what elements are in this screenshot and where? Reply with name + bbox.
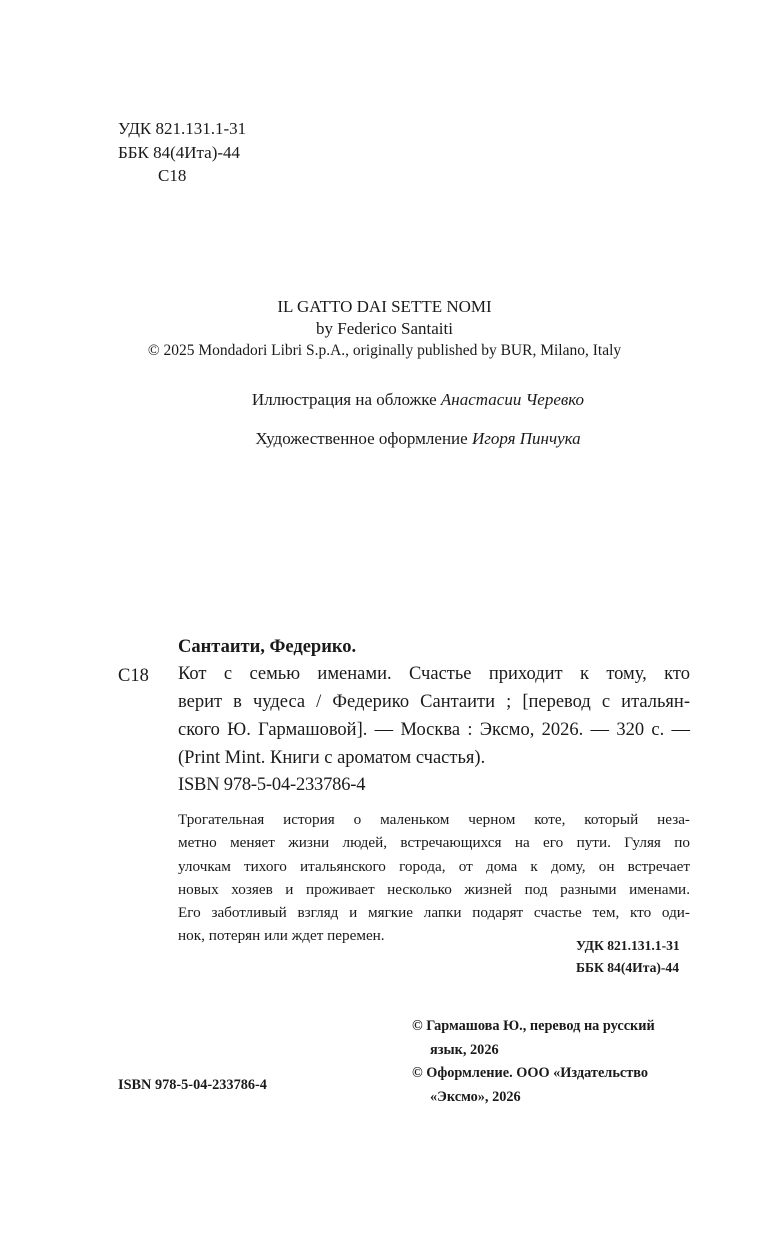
copyright-block: [412, 1015, 692, 1109]
annotation-line: новых хозяев и проживает несколько жизней под разными именами.: [178, 880, 690, 898]
top-classification-block: [118, 117, 246, 188]
annotation-line: Его заботливый взгляд и мягкие лапки подарят счастье тем, кто оди-: [178, 904, 690, 922]
design-credit: [118, 429, 718, 449]
record-isbn: ISBN 978-5-04-233786-4: [178, 775, 366, 795]
record-author-heading: Сантаити, Федерико.: [178, 637, 357, 657]
udk-code: УДК 821.131.1-31: [118, 119, 247, 138]
design-copyright-line: © Оформление. ООО «Издательство: [412, 1065, 649, 1081]
translation-copyright-line: язык, 2026: [430, 1041, 499, 1058]
design-copyright-line: «Эксмо», 2026: [430, 1088, 521, 1105]
cover-illustration-credit: [118, 390, 718, 410]
credits-block: [118, 390, 718, 449]
original-copyright: © 2025 Mondadori Libri S.p.A., originally published by BUR, Milano, Italy: [147, 342, 622, 359]
cover-credit-name: Анастасии Черевко: [440, 390, 585, 409]
bbk-code: ББК 84(4Ита)-44: [118, 142, 241, 162]
cover-credit-label: Иллюстрация на обложке: [251, 390, 437, 409]
original-edition-block: [118, 296, 651, 362]
record-author-sign: С18: [118, 666, 149, 686]
original-title: IL GATTO DAI SETTE NOMI: [277, 297, 492, 316]
translation-copyright-line: © Гармашова Ю., перевод на русский: [412, 1018, 655, 1034]
annotation-line: нок, потерян или ждет перемен.: [178, 927, 385, 945]
annotation-line: улочкам тихого итальянского города, от дома к дому, он встречает: [178, 857, 690, 875]
bottom-udk-code: УДК 821.131.1-31: [576, 938, 680, 953]
description-line: (Print Mint. Книги с ароматом счастья).: [178, 748, 486, 768]
bibliographic-description: [178, 660, 690, 772]
annotation-line: метно меняет жизни людей, встречающихся на его пути. Гуляя по: [178, 834, 690, 852]
bottom-bbk-code: ББК 84(4Ита)-44: [576, 960, 680, 975]
description-line: верит в чудеса / Федерико Сантаити ; [перевод с итальян-: [178, 692, 690, 712]
annotation-line: Трогательная история о маленьком черном коте, который неза-: [178, 811, 690, 828]
bottom-isbn: ISBN 978-5-04-233786-4: [118, 1077, 267, 1093]
annotation: [178, 808, 690, 948]
design-credit-name: Игоря Пинчука: [471, 429, 581, 448]
author-sign: С18: [158, 166, 187, 185]
description-line: Кот с семью именами. Счастье приходит к тому, кто: [178, 664, 690, 684]
description-line: ского Ю. Гармашовой]. — Москва : Эксмо, 2026. — 320 с. —: [178, 720, 690, 740]
bottom-classification-block: [576, 935, 680, 979]
design-credit-label: Художественное оформление: [255, 429, 468, 448]
original-author: by Federico Santaiti: [316, 319, 453, 338]
